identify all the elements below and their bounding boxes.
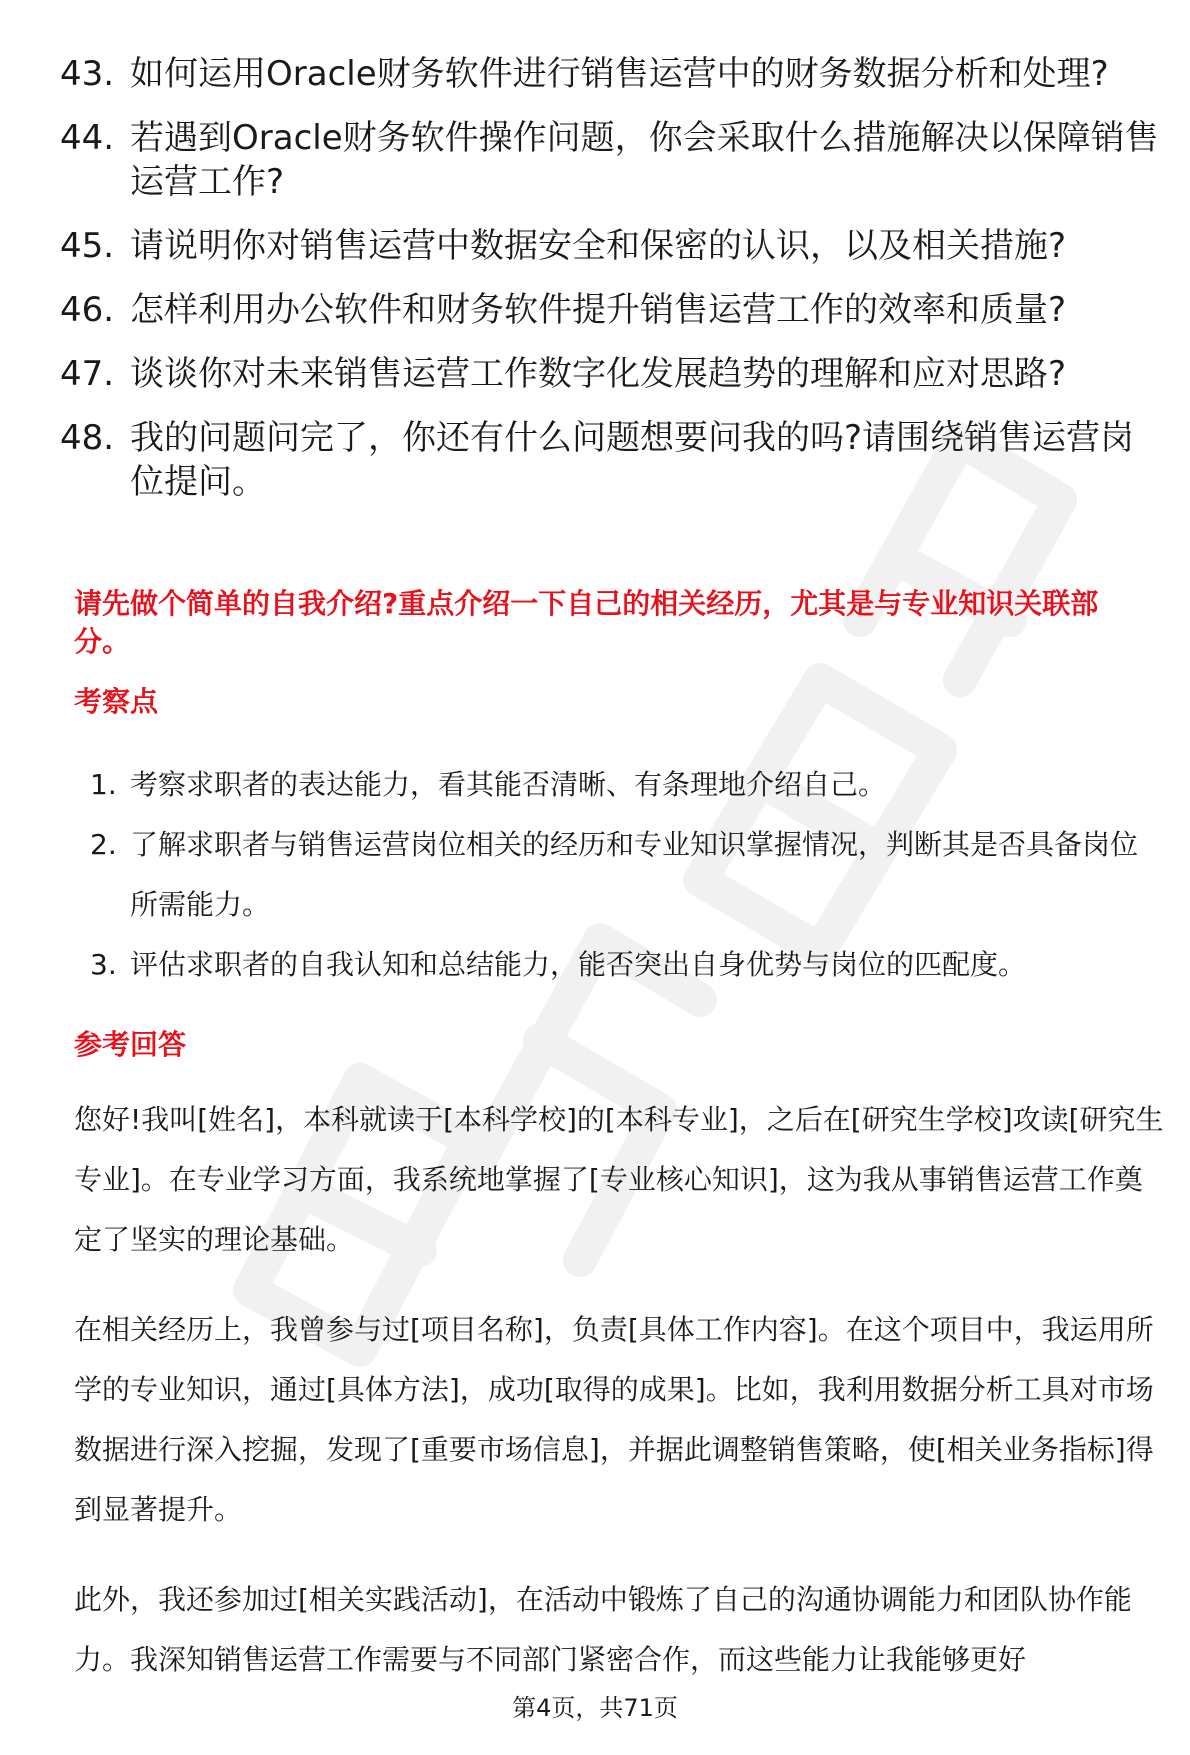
question-number: 47. <box>60 354 115 394</box>
reference-answer-heading: 参考回答 <box>74 1028 187 1061</box>
page-footer: 第4页，共71页 <box>512 1694 678 1722</box>
question-number: 48. <box>60 418 115 458</box>
question-text: 如何运用Oracle财务软件进行销售运营中的财务数据分析和处理? <box>130 54 1109 94</box>
question-number: 44. <box>60 118 115 158</box>
question-number: 46. <box>60 290 115 330</box>
focus-point-number: 3. <box>90 948 117 981</box>
focus-point-text: 评估求职者的自我认知和总结能力，能否突出自身优势与岗位的匹配度。 <box>130 948 1027 981</box>
focus-points-heading: 考察点 <box>74 685 159 718</box>
question-text: 请说明你对销售运营中数据安全和保密的认识，以及相关措施? <box>130 226 1067 266</box>
question-number: 45. <box>60 226 115 266</box>
question-list <box>60 52 1160 524</box>
focus-point-item <box>74 815 1154 935</box>
question-text: 若遇到Oracle财务软件操作问题，你会采取什么措施解决以保障销售运营工作? <box>130 118 1159 202</box>
focus-point-number: 2. <box>90 828 117 861</box>
question-text: 谈谈你对未来销售运营工作数字化发展趋势的理解和应对思路? <box>130 354 1067 394</box>
answer-paragraph: 在相关经历上，我曾参与过[项目名称]，负责[具体工作内容]。在这个项目中，我运用所学的专业知识，通过[具体方法]，成功[取得的成果]。比如，我利用数据分析工具对市场数据进行深入挖掘，发现了[重要市场信息]，并据此调整销售策略，使[相关业务指标]得到显著提升。 <box>74 1313 1154 1526</box>
question-item-46 <box>60 288 1160 332</box>
focus-point-number: 1. <box>90 768 117 801</box>
focus-point-text: 了解求职者与销售运营岗位相关的经历和专业知识掌握情况，判断其是否具备岗位所需能力。 <box>130 828 1139 921</box>
answer-paragraph: 您好!我叫[姓名]，本科就读于[本科学校]的[本科专业]，之后在[研究生学校]攻读[研究生专业]。在专业学习方面，我系统地掌握了[专业核心知识]，这为我从事销售运营工作奠定了坚实的理论基础。 <box>74 1103 1164 1256</box>
answer-paragraph: 此外，我还参加过[相关实践活动]，在活动中锻炼了自己的沟通协调能力和团队协作能力。我深知销售运营工作需要与不同部门紧密合作，而这些能力让我能够更好 <box>74 1583 1132 1676</box>
focus-point-item <box>74 755 1154 815</box>
intro-question-heading: 请先做个简单的自我介绍?重点介绍一下自己的相关经历，尤其是与专业知识关联部分。 <box>74 587 1099 658</box>
question-item-43 <box>60 52 1160 96</box>
question-item-44 <box>60 116 1160 204</box>
question-number: 43. <box>60 54 115 94</box>
question-item-48 <box>60 416 1160 504</box>
focus-point-item <box>74 935 1154 995</box>
question-item-47 <box>60 352 1160 396</box>
focus-points-list <box>74 755 1154 995</box>
question-text: 怎样利用办公软件和财务软件提升销售运营工作的效率和质量? <box>130 290 1067 330</box>
focus-point-text: 考察求职者的表达能力，看其能否清晰、有条理地介绍自己。 <box>130 768 887 801</box>
question-item-45 <box>60 224 1160 268</box>
question-text: 我的问题问完了，你还有什么问题想要问我的吗?请围绕销售运营岗位提问。 <box>130 418 1135 502</box>
